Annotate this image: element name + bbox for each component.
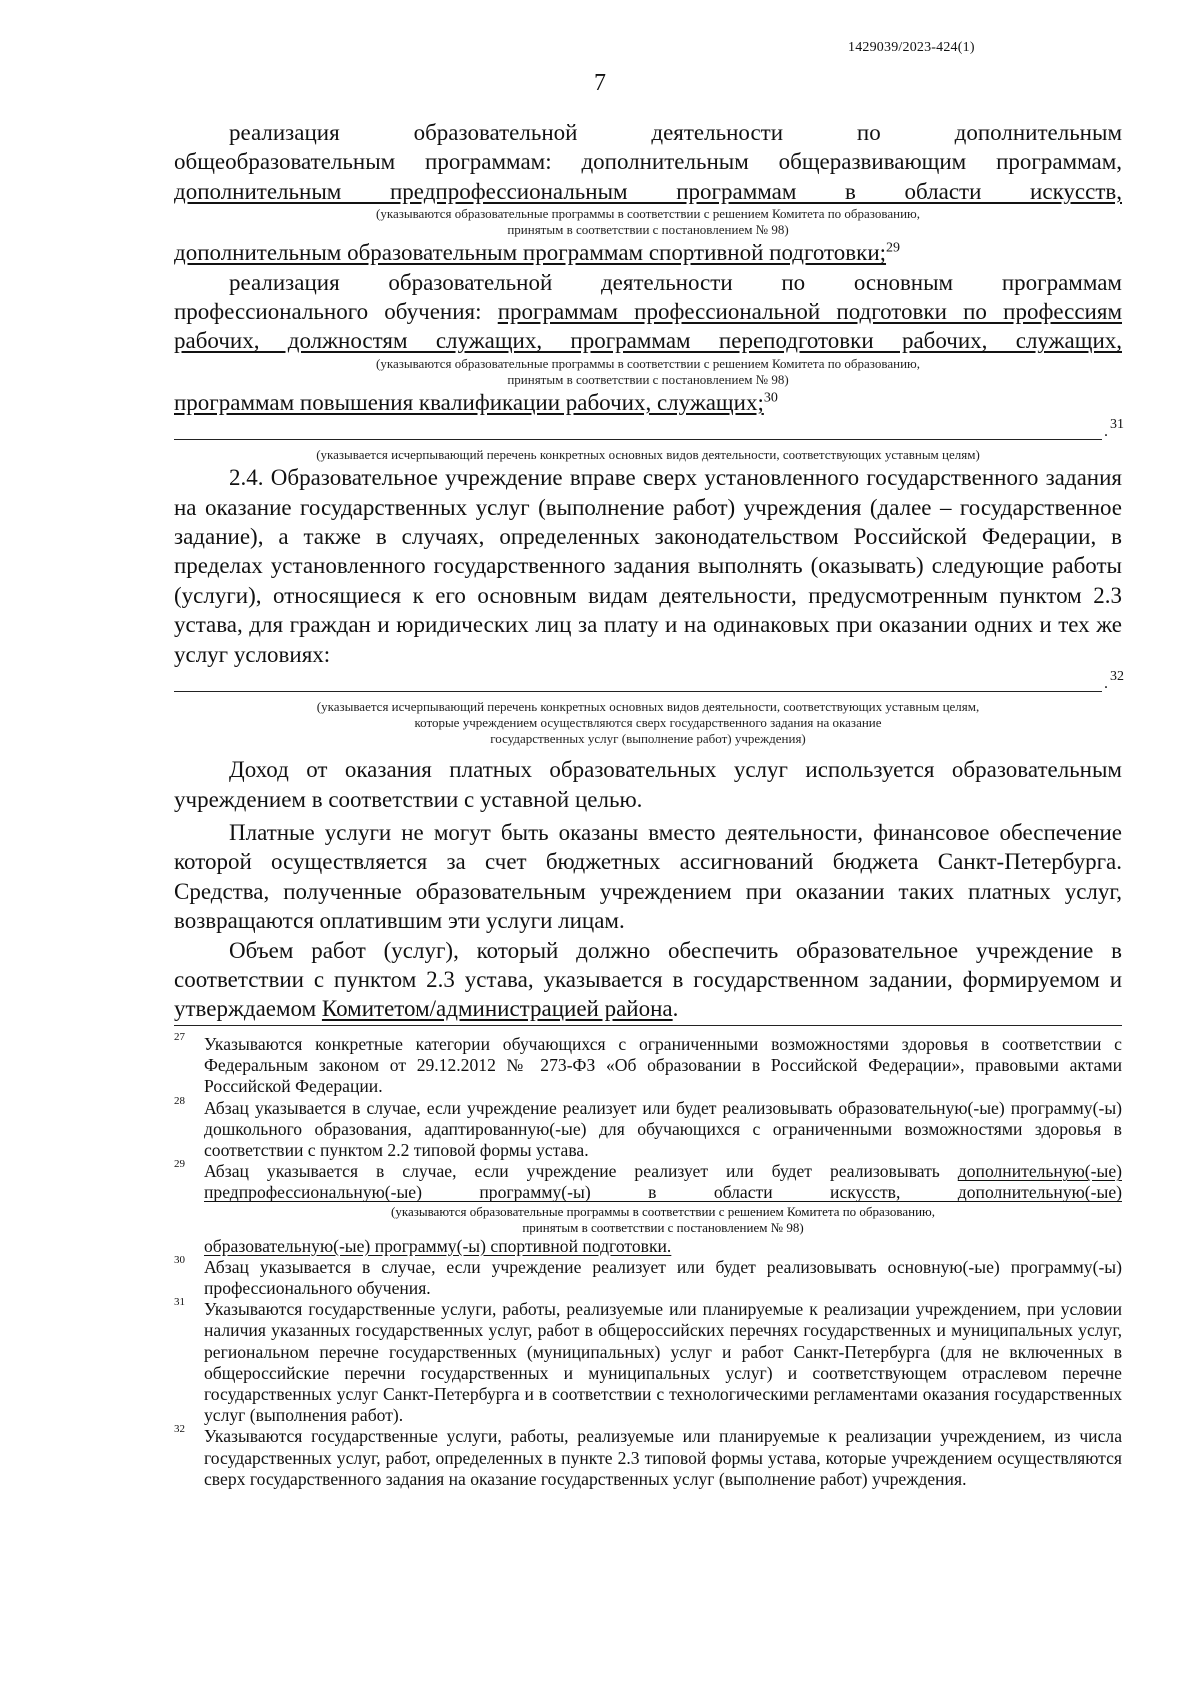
field-note: (указываются образовательные программы в соответствии с решением Комитета по образованию, [376, 355, 920, 371]
footnote-31 [174, 1296, 1122, 1426]
footnote-mark: 31 [174, 1296, 185, 1309]
text-span: профессионального обучения: [174, 299, 498, 325]
underlined-text: образовательную(-ые) программу(-ы) спортивной подготовки. [204, 1235, 672, 1256]
paragraph-line: общеобразовательным программам: дополнительным общеразвивающим программам, [174, 149, 1122, 175]
blank-field [174, 417, 1122, 447]
underlined-text: Комитетом/администрацией района [321, 996, 673, 1022]
blank-line [174, 439, 1102, 440]
footnote-27 [174, 1031, 1122, 1098]
underlined-text: программам повышения квалификации рабочих, служащих; [174, 389, 764, 415]
underlined-text: дополнительную(-ые) [957, 1161, 1122, 1182]
paragraph-income: Доход от оказания платных образовательных услуг используется образовательным учреждением в соответствии с уставной целью. [174, 757, 1122, 812]
paragraph-line-underlined: дополнительным предпрофессиональным программам в области искусств, [174, 178, 1122, 204]
field-note: принятым в соответствии с постановлением № 98) [522, 1219, 804, 1235]
footnote-text: Указываются конкретные категории обучающихся с ограниченными возможностями здоровья в соответствии с Федеральным законом от 29.12.2012 № 273-ФЗ «Об образовании в Российской Федерации», правовыми актами Российской Федерации. [204, 1034, 1122, 1097]
field-note: (указывается исчерпывающий перечень конкретных основных видов деятельности, соответствующих уставным целям) [316, 447, 980, 463]
footnote-32 [174, 1423, 1122, 1490]
field-note: государственных услуг (выполнение работ) учреждения) [490, 731, 806, 747]
footnote-text: Указываются государственные услуги, работы, реализуемые или планируемые к реализации учреждением, из числа государственных услуг, работ, определенных в пункте 2.3 типовой формы устава, которые учреждением осуществляются сверх государственного задания на оказание государственных услуг (выполнение работ) учреждения. [204, 1426, 1122, 1489]
footnote-mark: 27 [174, 1031, 185, 1043]
field-note: (указываются образовательные программы в соответствии с решением Комитета по образованию, [376, 206, 920, 222]
document-number: 1429039/2023-424(1) [848, 40, 975, 55]
footnote-mark: 28 [174, 1094, 185, 1107]
footnote-text: Абзац указывается в случае, если учреждение реализует или будет реализовывать образовательную(-ые) программу(-ы) дошкольного образования, адаптированную(-ые) для обучающихся с ограниченными возможностями здоровья в соответствии с пунктом 2.2 типовой формы устава. [204, 1097, 1122, 1161]
footnote-line [204, 1161, 1122, 1182]
underlined-text: дополнительным образовательным программам спортивной подготовки; [174, 240, 887, 266]
footnote-ref: 32 [1110, 669, 1124, 685]
footnote-mark: 32 [174, 1423, 185, 1436]
underlined-text: программам профессиональной подготовки по профессиям [497, 299, 1122, 325]
paragraph-line [174, 297, 1122, 326]
footnote-29-cont [174, 1236, 1122, 1257]
paragraph-line-underlined: рабочих, должностям служащих, программам переподготовки рабочих, служащих, [174, 328, 1122, 354]
paragraph-line [174, 238, 1122, 267]
field-note: принятым в соответствии с постановлением № 98) [507, 371, 789, 387]
footnote-separator [174, 1025, 1122, 1026]
footnote-mark: 29 [174, 1158, 185, 1171]
text-span: Абзац указывается в случае, если учреждение реализует или будет реализовывать [204, 1161, 958, 1182]
paragraph-line [174, 388, 1122, 417]
footnote-line-underlined: предпрофессиональную(-ые) программу(-ы) в области искусств, дополнительную(-ые) [204, 1182, 1122, 1203]
text-span: . [672, 996, 679, 1022]
field-note: которые учреждением осуществляются сверх государственного задания на оказание [414, 715, 882, 731]
footnote-ref: 31 [1110, 417, 1124, 433]
main-text [174, 118, 1122, 1024]
footnote-ref: 30 [763, 390, 778, 406]
paragraph-paid-services: Платные услуги не могут быть оказаны вместо деятельности, финансовое обеспечение которой осуществляется за счет бюджетных ассигнований бюджета Санкт-Петербурга. Средства, полученные образовательным учреждением при оказании таких платных услуг, возвращаются оплатившим эти услуги лицам. [174, 819, 1122, 934]
footnote-ref: 29 [886, 240, 901, 256]
blank-period: . [1104, 675, 1108, 693]
field-note: (указывается исчерпывающий перечень конкретных основных видов деятельности, соответствующих уставным целям, [316, 699, 980, 715]
footnote-mark: 30 [174, 1253, 185, 1266]
blank-period: . [1104, 423, 1108, 441]
page-number: 7 [594, 70, 606, 96]
text-span: Объем работ (услуг), который должно обеспечить образовательное учреждение в соответствии с пунктом 2.3 устава, указывается в государственном задании, формируемом и утверждаемом [174, 937, 1122, 1022]
blank-field [174, 669, 1122, 699]
footnote-28 [174, 1094, 1122, 1162]
footnote-text: Абзац указывается в случае, если учреждение реализует или будет реализовывать основную(-ые) программу(-ы) профессионального обучения. [204, 1256, 1122, 1299]
footnote-text: Указываются государственные услуги, работы, реализуемые или планируемые к реализации учреждением, при условии наличия указанных государственных услуг, работ в общероссийских перечнях государственных и муниципальных услуг, региональном перечне государственных (муниципальных) услуг и работ Санкт-Петербурга (для не включенных в общероссийские перечни государственных и муниципальных услуг) и соответствующем отраслевом перечне государственных услуг Санкт-Петербурга и в соответствии с технологическими регламентами оказания государственных услуг (выполнения работ). [204, 1299, 1122, 1426]
field-note: принятым в соответствии с постановлением № 98) [507, 222, 789, 238]
paragraph-volume [174, 936, 1122, 1024]
field-note: (указываются образовательные программы в соответствии с решением Комитета по образованию, [391, 1203, 935, 1219]
paragraph-2-4: 2.4. Образовательное учреждение вправе сверх установленного государственного задания на оказание государственных услуг (выполнение работ) учреждения (далее – государственное задание), а также в случаях, определенных законодательством Российской Федерации, в пределах установленного государственного задания выполнять (оказывать) следующие работы (услуги), относящиеся к его основным видам деятельности, предусмотренным пунктом 2.3 устава, для граждан и юридических лиц за плату и на одинаковых при оказании одних и тех же услуг условиях: [174, 465, 1122, 667]
paragraph-line: реализация образовательной деятельности по дополнительным [229, 120, 1122, 145]
blank-line [174, 691, 1102, 692]
footnotes [174, 1031, 1122, 1490]
footnote-29 [174, 1158, 1122, 1203]
footnote-30 [174, 1253, 1122, 1299]
paragraph-line: реализация образовательной деятельности по основным программам [229, 269, 1122, 295]
